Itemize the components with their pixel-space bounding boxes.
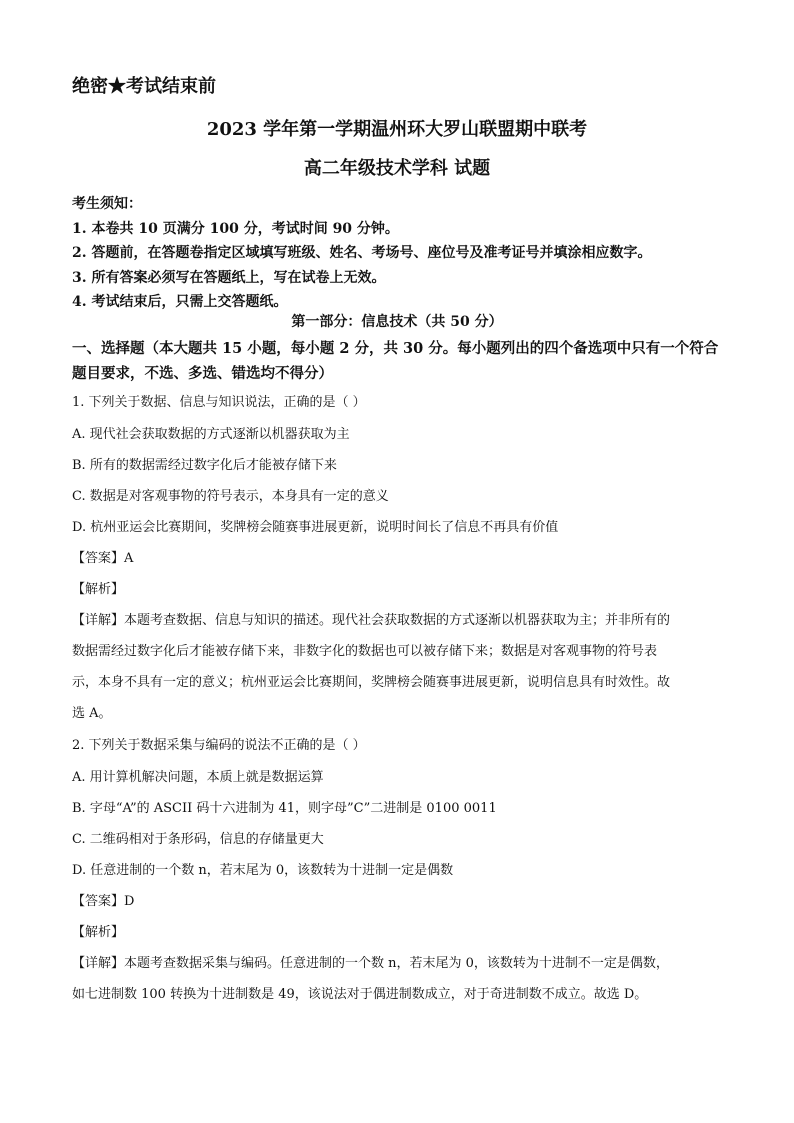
candidate-notice <box>72 192 652 315</box>
answer-line <box>72 547 133 566</box>
notice-item: 3. 所有答案必须写在答题纸上，写在试卷上无效。 <box>72 269 386 286</box>
section-intro: 一、选择题（本大题共 15 小题，每小题 2 分，共 30 分。每小题列出的四个备选项中只有一个符合题目要求，不选、多选、错选均不得分） <box>72 340 719 382</box>
option-d: D. 杭州亚运会比赛期间，奖牌榜会随赛事进展更新，说明时间长了信息不再具有价值 <box>72 520 559 535</box>
option-c: C. 二维码相对于条形码，信息的存储量更大 <box>72 832 324 847</box>
option-a: A. 现代社会获取数据的方式逐渐以机器获取为主 <box>72 427 350 442</box>
detail-line: 数据需经过数字化后才能被存储下来，非数字化的数据也可以被存储下来；数据是对客观事物的符号表 <box>72 644 658 659</box>
option-c: C. 数据是对客观事物的符号表示，本身具有一定的意义 <box>72 489 389 504</box>
notice-item: 2. 答题前，在答题卷指定区域填写班级、姓名、考场号、座位号及准考证号并填涂相应数字。 <box>72 245 652 261</box>
detail-line: 【详解】本题考查数据、信息与知识的描述。现代社会获取数据的方式逐渐以机器获取为主；并非所有的 <box>72 613 671 628</box>
exam-title: 2023 学年第一学期温州环大罗山联盟期中联考 <box>206 119 588 140</box>
notice-heading: 考生须知： <box>72 196 142 212</box>
detail-line: 【详解】本题考查数据采集与编码。任意进制的一个数 n，若末尾为 0，该数转为十进制不一定是偶数， <box>72 956 669 971</box>
question-stem: 1. 下列关于数据、信息与知识说法，正确的是（ ） <box>72 395 366 410</box>
notice-item: 4. 考试结束后，只需上交答题纸。 <box>72 294 288 310</box>
answer-label: 【答案】 <box>72 894 125 909</box>
confidential-label: 绝密★考试结束前 <box>72 76 216 97</box>
notice-item: 1. 本卷共 10 页满分 100 分，考试时间 90 分钟。 <box>72 220 399 237</box>
detail-line: 选 A。 <box>72 706 112 721</box>
detail-line: 示，本身不具有一定的意义；杭州亚运会比赛期间，奖牌榜会随赛事进展更新，说明信息具有时效性。故 <box>72 675 671 690</box>
option-b: B. 字母“A”的 ASCII 码十六进制为 41，则字母”C”二进制是 0100 0011 <box>72 801 497 816</box>
answer-line <box>72 890 134 909</box>
exam-subtitle: 高二年级技术学科 试题 <box>303 158 491 179</box>
answer-value: D <box>124 894 135 909</box>
answer-label: 【答案】 <box>72 551 125 566</box>
question-stem: 2. 下列关于数据采集与编码的说法不正确的是（ ） <box>72 738 366 753</box>
option-b: B. 所有的数据需经过数字化后才能被存储下来 <box>72 458 337 473</box>
part-title: 第一部分：信息技术（共 50 分） <box>291 314 503 330</box>
analysis-label: 【解析】 <box>72 925 125 940</box>
answer-value: A <box>124 551 134 566</box>
option-a: A. 用计算机解决问题，本质上就是数据运算 <box>72 770 324 785</box>
option-d: D. 任意进制的一个数 n，若末尾为 0，该数转为十进制一定是偶数 <box>72 863 454 878</box>
detail-line: 如七进制数 100 转换为十进制数是 49，该说法对于偶进制数成立，对于奇进制数不成立。故选 D。 <box>72 987 648 1002</box>
analysis-label: 【解析】 <box>72 582 125 597</box>
